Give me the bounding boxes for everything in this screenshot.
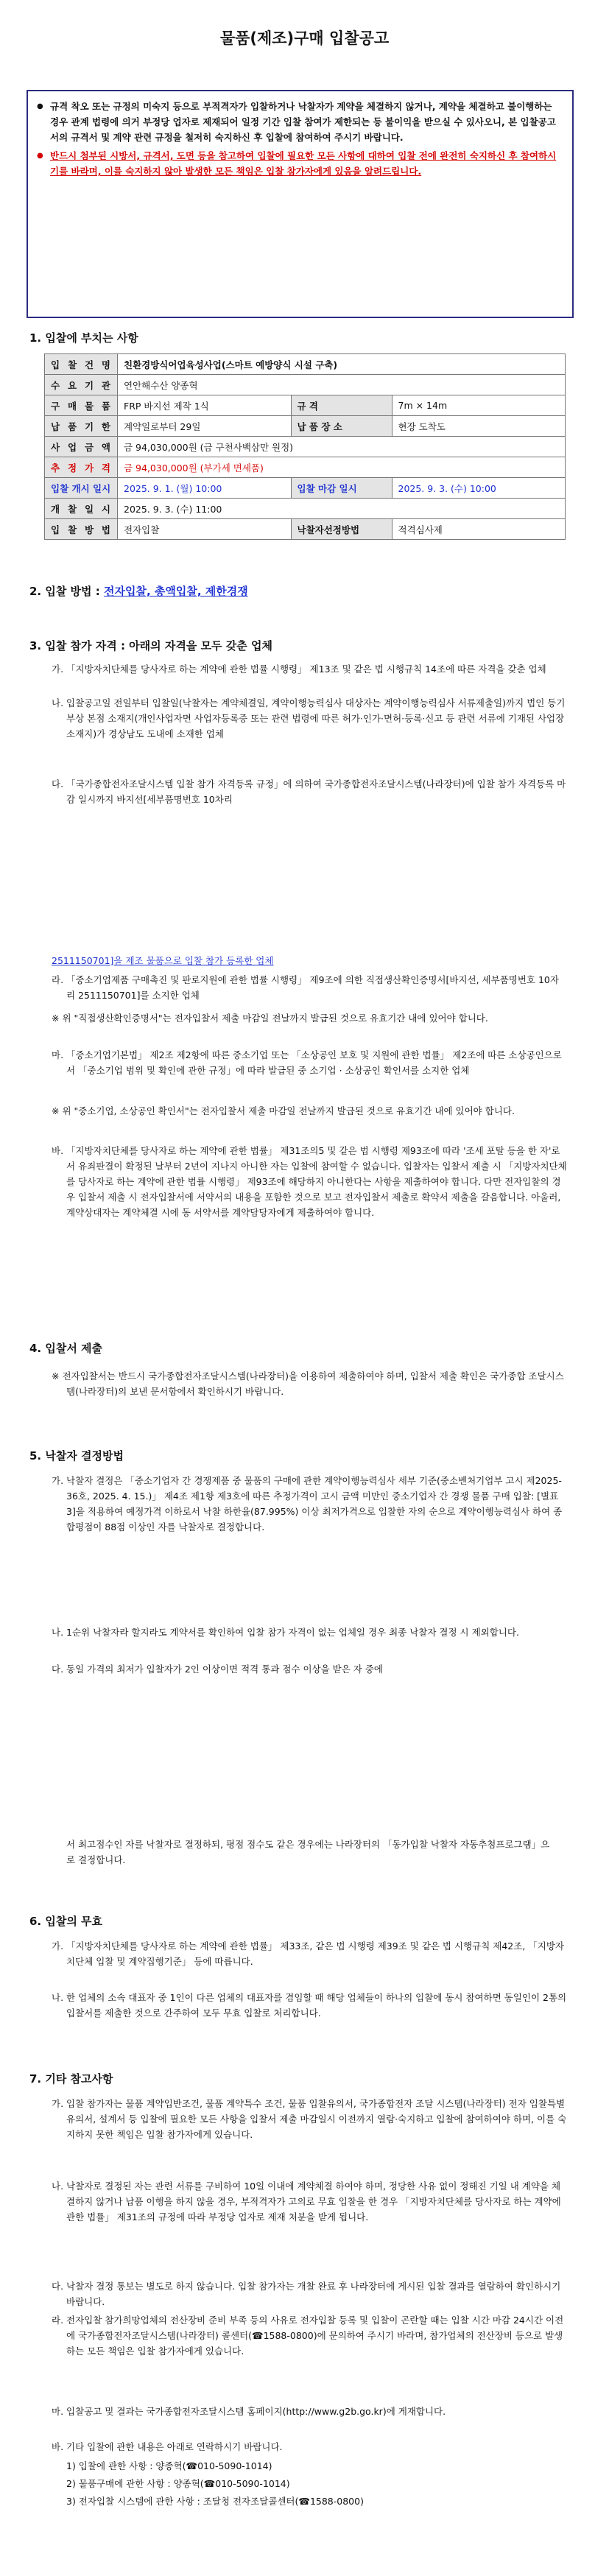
- paragraph: 마. 입찰공고 및 결과는 국가종합전자조달시스템 홈페이지(http://www.g2b.go.kr)에 게재합니다.: [52, 2406, 446, 2417]
- page-title: 물품(제조)구매 입찰공고: [219, 29, 390, 47]
- bid-info-table: [44, 353, 566, 540]
- paragraph: 서 최고점수인 자를 낙찰자로 결정하되, 평점 점수도 같은 경우에는 나라장터의 「동가입찰 낙찰자 자동추첨프로그램」으로 결정합니다.: [66, 1839, 550, 1865]
- table-label: 낙찰자선정방법: [291, 519, 392, 540]
- table-label: 납 품 장 소: [291, 416, 392, 437]
- warning-notice-box: [27, 90, 574, 318]
- table-value: 친환경방식어업육성사업(스마트 예방양식 시설 구축): [118, 354, 566, 375]
- table-label: 개 찰 일 시: [45, 499, 118, 519]
- table-value: FRP 바지선 제작 1식: [118, 395, 292, 416]
- section-heading: 3. 입찰 참가 자격 : 아래의 자격을 모두 갖춘 업체: [29, 639, 272, 652]
- section-heading: 5. 낙찰자 결정방법: [29, 1449, 124, 1463]
- table-label: 입 찰 건 명: [45, 354, 118, 375]
- section-heading: 6. 입찰의 무효: [29, 1915, 103, 1928]
- paragraph: 다. 「국가종합전자조달시스템 입찰 참가 자격등록 규정」에 의하여 국가종합전자조달시스템(나라장터)에 입찰 참가 자격등록 마감 일시까지 바지선[세부품명번호 10차리: [52, 778, 566, 805]
- notice-item: ● 규격 착오 또는 규정의 미숙지 등으로 부적격자가 입찰하거나 낙찰자가 계약을 체결하지 않거나, 계약을 체결하고 불이행하는 경우 관계 법령에 의거 부정당 업자로 제재되어 일정 기간 입찰 참여가 제한되는 등 불이익을 받으실 수 있사오니, 본 입찰공고서의 규격서 및 계약 관련 규정을 철저히 숙지하신 후 입찰에 참여하여 주시기 바랍니다.: [37, 99, 562, 145]
- contact-item: 3) 전자입찰 시스템에 관한 사항 : 조달청 전자조달콜센터(☎1588-0800): [66, 2496, 364, 2507]
- table-label: 입 찰 방 법: [45, 519, 118, 540]
- table-value: 2025. 9. 3. (수) 10:00: [392, 478, 566, 499]
- note: ※ 위 "중소기업, 소상공인 확인서"는 전자입찰서 제출 마감일 전날까지 발급된 것으로 유효기간 내에 있어야 합니다.: [52, 1105, 515, 1116]
- paragraph: 나. 입찰공고일 전일부터 입찰일(낙찰자는 계약체결일, 계약이행능력심사 대상자는 계약이행능력심사 서류제출일)까지 법인 등기부상 본점 소재지(개인사업자면 사업자등록증 또는 관련 법령에 따른 허가·인가·면허·등록·신고 등 관련 서류에 기재된 사업장 소재지)가 경상남도 도내에 소재한 업체: [52, 697, 566, 739]
- table-label: 수 요 기 관: [45, 375, 118, 395]
- paragraph: 가. 낙찰자 결정은 「중소기업자 간 경쟁제품 중 물품의 구매에 관한 계약이행능력심사 세부 기준(중소벤처기업부 고시 제2025-36호, 2025. 4. 15.)」 제4조 제1항 제3호에 따른 추정가격이 고시 금액 미만인 중소기업자 간 경쟁 물품 구매 입찰: [별표3]을 적용하여 예정가격 이하로서 낙찰 하한율(87.995%) 이상 최저가격으로 입찰한 자의 순으로 계약이행능력심사 하여 종합평점이 88점 이상인 자를 낙찰자로 결정합니다.: [52, 1475, 563, 1532]
- contact-item: 2) 물품구매에 관한 사항 : 양종혁(☎010-5090-1014): [66, 2478, 290, 2489]
- paragraph-text: 2511150701]을 제조 물품으로 입찰 참가 등록한 업체: [52, 955, 274, 966]
- paragraph: 다. 낙찰자 결정 통보는 별도로 하지 않습니다. 입찰 참가자는 개찰 완료 후 나라장터에 게시된 입찰 결과를 열람하여 확인하시기 바랍니다.: [52, 2281, 561, 2307]
- table-value: 연안해수산 양종혁: [118, 375, 566, 395]
- paragraph: 라. 전자입찰 참가희망업체의 전산장비 준비 부족 등의 사유로 전자입찰 등록 및 입찰이 곤란할 때는 입찰 시간 마감 24시간 이전에 국가종합전자조달시스템(나라장터) 콜센터(☎1588-0800)에 문의하여 주시기 바라며, 참가업체의 전산장비 등으로 발생하는 모든 책임은 입찰 참가자에게 있습니다.: [52, 2315, 564, 2357]
- paragraph: ※ 전자입찰서는 반드시 국가종합전자조달시스템(나라장터)을 이용하여 제출하여야 하며, 입찰서 제출 확인은 국가종합 조달시스템(나라장터)의 보낸 문서함에서 확인하시기 바랍니다.: [52, 1370, 564, 1397]
- paragraph: 가. 「지방자치단체를 당사자로 하는 계약에 관한 법률 시행령」 제13조 및 같은 법 시행규칙 14조에 따른 자격을 갖춘 업체: [52, 664, 546, 675]
- table-value: 전자입찰: [118, 519, 292, 540]
- table-label: 규 격: [291, 395, 392, 416]
- paragraph: 나. 한 업체의 소속 대표자 중 1인이 다른 업체의 대표자를 겸임할 때 해당 업체들이 하나의 입찰에 동시 참여하면 동일인이 2통의 입찰서를 제출한 것으로 간주하여 모두 무효 입찰로 처리합니다.: [52, 1992, 567, 2019]
- table-value: 적격심사제: [392, 519, 566, 540]
- table-label: 입찰 마감 일시: [291, 478, 392, 499]
- notice-item: ● 반드시 첨부된 시방서, 규격서, 도면 등을 참고하여 입찰에 필요한 모든 사항에 대하여 입찰 전에 완전히 숙지하신 후 참여하시기를 바라며, 이를 숙지하지 않아 발생한 모든 책임은 입찰 참가자에게 있음을 알려드립니다.: [37, 148, 562, 179]
- paragraph: 바. 「지방자치단체를 당사자로 하는 계약에 관한 법률」 제31조의5 및 같은 법 시행령 제93조에 따라 '조세 포탈 등을 한 자'로서 유죄판결이 확정된 날부터 2년이 지나지 아니한 자는 입찰에 참여할 수 없습니다. 입찰자는 입찰서 제출 시 「지방자치단체를 당사자로 하는 계약에 관한 법률 시행령」 제93조에 해당하지 아니한다는 사항을 제출하여야 합니다. 다만 전자입찰의 경우 입찰서 제출 시 전자입찰서에 서약서의 내용을 포함한 것으로 보고 전자입찰서 제출로 확약서 제출을 갈음합니다. 아울러, 계약상대자는 계약체결 시에 동 서약서를 계약담당자에게 제출하여야 합니다.: [52, 1145, 567, 1218]
- bid-method-link[interactable]: 전자입찰, 총액입찰, 제한경쟁: [103, 585, 248, 598]
- section-heading: 7. 기타 참고사항: [29, 2072, 113, 2086]
- table-label: 구 매 물 품: [45, 395, 118, 416]
- table-value: 2025. 9. 1. (월) 10:00: [118, 478, 292, 499]
- note: ※ 위 "직접생산확인증명서"는 전자입찰서 제출 마감일 전날까지 발급된 것으로 유효기간 내에 있어야 합니다.: [52, 1013, 488, 1024]
- paragraph: 나. 낙찰자로 결정된 자는 관련 서류를 구비하여 10일 이내에 계약체결 하여야 하며, 정당한 사유 없이 정해진 기일 내 계약을 체결하지 않거나 납품 이행을 하지 않을 경우, 부적격자가 고의로 무효 입찰을 한 경우 「지방자치단체를 당사자로 하는 계약에 관한 법률」 제31조의 규정에 따라 부정당 업자로 제재 처분을 받게 됩니다.: [52, 2181, 561, 2223]
- section-heading-text: 2. 입찰 방법 :: [29, 585, 104, 598]
- paragraph: [52, 953, 552, 968]
- table-value: 금 94,030,000원 (부가세 면세품): [118, 457, 566, 478]
- table-label: 납 품 기 한: [45, 416, 118, 437]
- paragraph: 나. 1순위 낙찰자라 할지라도 계약서를 확인하여 입찰 참가 자격이 없는 업체일 경우 최종 낙찰자 결정 시 제외합니다.: [52, 1627, 519, 1638]
- paragraph: 가. 입찰 참가자는 물품 계약입반조건, 물품 계약특수 조건, 물품 입찰유의서, 국가종합전자 조달 시스템(나라장터) 전자 입찰특별유의서, 설계서 등 입찰에 필요한 모든 사항을 입찰서 제출 마감일시 이전까지 열람·숙지하고 입찰에 참여하여야 하며, 이를 숙지하지 못한 책임은 입찰 참가자에게 있습니다.: [52, 2098, 567, 2140]
- table-value: 2025. 9. 3. (수) 11:00: [118, 499, 566, 519]
- table-value: 계약일로부터 29일: [118, 416, 292, 437]
- paragraph: 가. 「지방자치단체를 당사자로 하는 계약에 관한 법률」 제33조, 같은 법 시행령 제39조 및 같은 법 시행규칙 제42조, 「지방자치단체 입찰 및 계약집행기준」 등에 따릅니다.: [52, 1940, 564, 1967]
- contact-item: 1) 입찰에 관한 사항 : 양종혁(☎010-5090-1014): [66, 2460, 272, 2471]
- paragraph: 마. 「중소기업기본법」 제2조 제2항에 따른 중소기업 또는 「소상공인 보호 및 지원에 관한 법률」 제2조에 따른 소상공인으로서 「중소기업 범위 및 확인에 관한 규정」에 따라 발급된 중 소기업 · 소상공인 확인서를 소지한 업체: [52, 1049, 562, 1076]
- table-value: 7m × 14m: [392, 395, 566, 416]
- table-label: 추 정 가 격: [45, 457, 118, 478]
- section-heading: 1. 입찰에 부치는 사항: [29, 331, 138, 345]
- paragraph: 다. 동일 가격의 최저가 입찰자가 2인 이상이면 적격 통과 점수 이상을 받은 자 중에: [52, 1664, 383, 1675]
- table-label: 사 업 금 액: [45, 437, 118, 457]
- paragraph: 라. 「중소기업제품 구매촉진 및 판로지원에 관한 법률 시행령」 제9조에 의한 직접생산확인증명서[바지선, 세부품명번호 10자리 2511150701]를 소지한 업체: [52, 974, 559, 1001]
- table-value: 금 94,030,000원 (금 구천사백삼만 원정): [118, 437, 566, 457]
- paragraph: 바. 기타 입찰에 관한 내용은 아래로 연락하시기 바랍니다.: [52, 2441, 283, 2452]
- section-heading: 4. 입찰서 제출: [29, 1342, 103, 1355]
- section-heading: [29, 583, 248, 599]
- table-label: 입찰 개시 일시: [45, 478, 118, 499]
- table-value: 현장 도착도: [392, 416, 566, 437]
